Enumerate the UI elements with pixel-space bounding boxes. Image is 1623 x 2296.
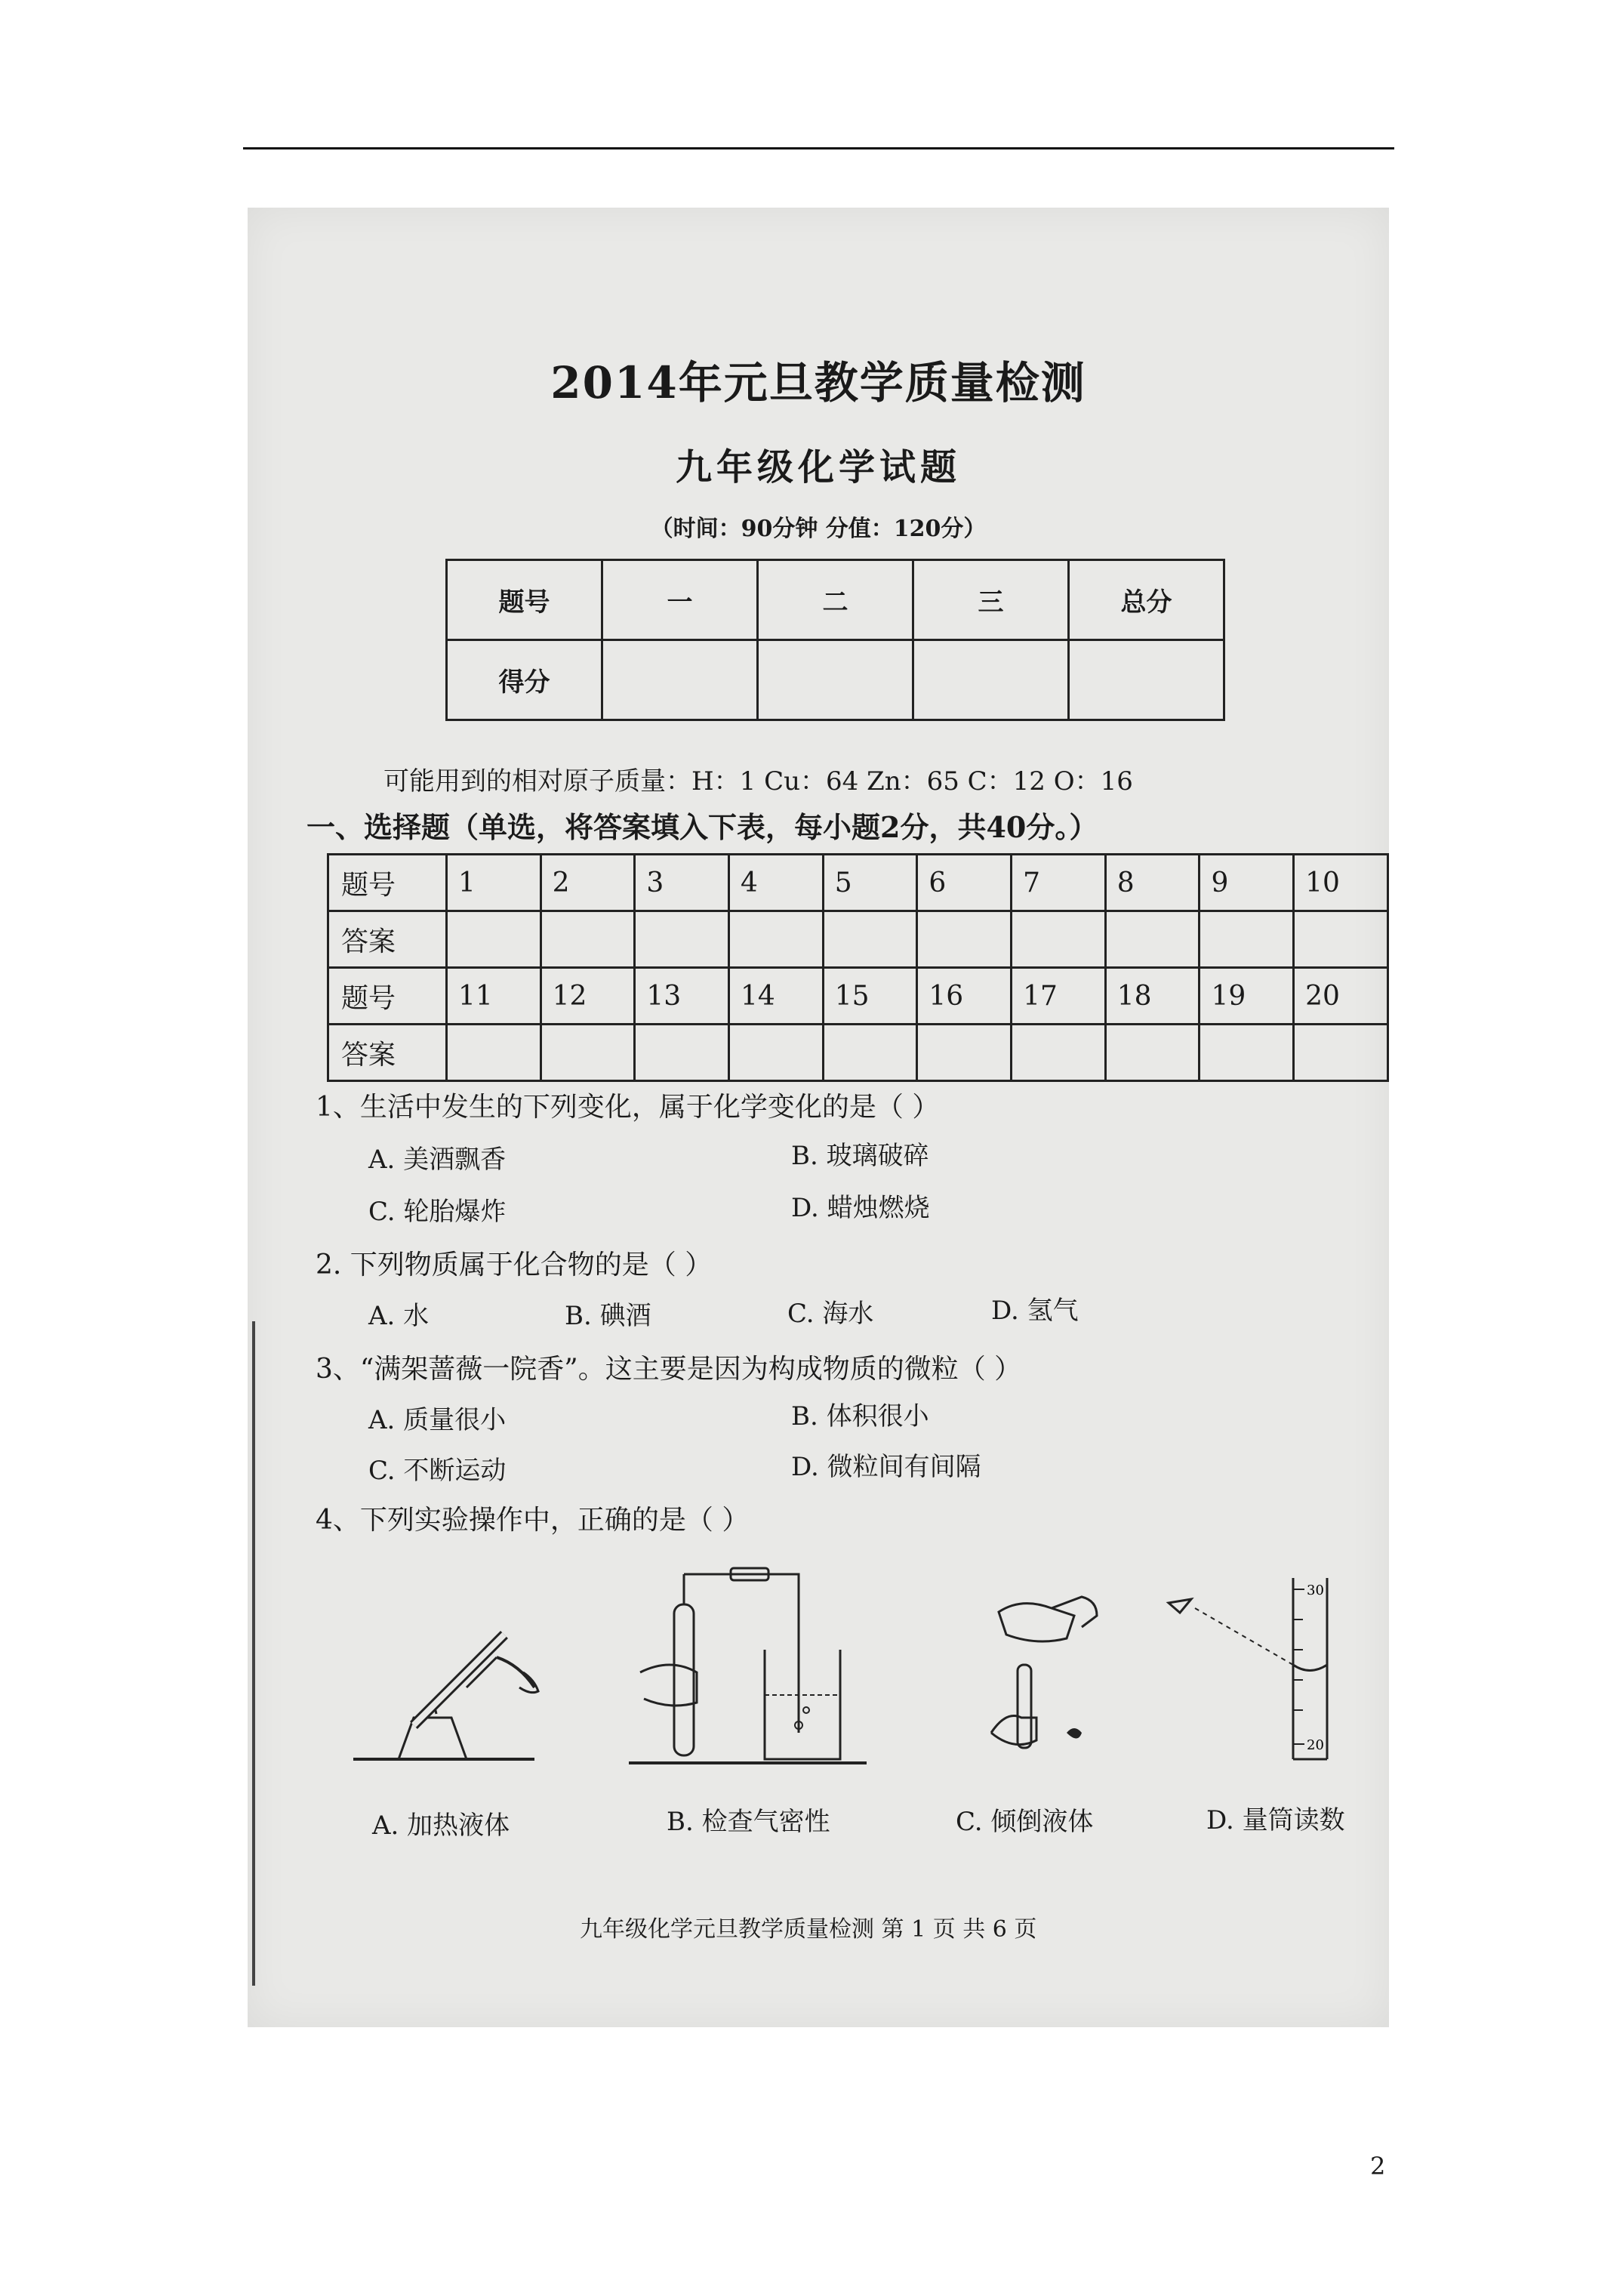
qnum-15: 15 [823,968,917,1025]
score-cell[interactable] [913,640,1069,720]
q4-option-a[interactable]: A. 加热液体 [372,1811,510,1841]
score-cell[interactable] [1069,640,1224,720]
cylinder-tick-20: 20 [1307,1737,1324,1753]
score-col-total: 总分 [1069,560,1224,640]
q2-option-d[interactable]: D. 氢气 [991,1296,1079,1326]
q1-option-c[interactable]: C. 轮胎爆炸 [368,1197,507,1227]
score-cell[interactable] [602,640,758,720]
diagram-cylinder-reading [1153,1574,1365,1771]
q3-option-c[interactable]: C. 不断运动 [368,1456,507,1486]
qnum-17: 17 [1012,968,1106,1025]
qnum-2: 2 [540,855,635,911]
answer-cell[interactable] [635,1025,729,1081]
qnum-3: 3 [635,855,729,911]
answer-cell[interactable] [1012,1025,1106,1081]
qnum-1: 1 [446,855,540,911]
q3-option-d[interactable]: D. 微粒间有间隔 [791,1452,981,1482]
answer-cell[interactable] [1105,911,1200,968]
score-col-2: 二 [758,560,913,640]
q1-option-a[interactable]: A. 美酒飘香 [368,1145,507,1175]
question-2-stem: 2. 下列物质属于化合物的是（ ） [316,1250,713,1281]
score-header-label: 题号 [447,560,602,640]
qnum-18: 18 [1105,968,1200,1025]
answer-a-label: 答案 [328,911,447,968]
answer-cell[interactable] [635,911,729,968]
q4-option-c[interactable]: C. 倾倒液体 [956,1807,1094,1837]
qnum-12: 12 [540,968,635,1025]
cylinder-tick-30: 30 [1307,1583,1324,1598]
q2-option-b[interactable]: B. 碘酒 [565,1301,651,1331]
exam-time-info: （时间：90分钟 分值：120分） [650,516,987,542]
score-cell[interactable] [758,640,913,720]
qnum-16: 16 [917,968,1012,1025]
q4-option-b[interactable]: B. 检查气密性 [667,1807,830,1837]
answer-cell[interactable] [1105,1025,1200,1081]
q1-option-b[interactable]: B. 玻璃破碎 [791,1141,929,1171]
q2-option-c[interactable]: C. 海水 [787,1299,874,1329]
answer-cell[interactable] [446,911,540,968]
answer-q-label: 题号 [328,855,447,911]
q2-option-a[interactable]: A. 水 [368,1301,430,1331]
answer-cell[interactable] [1294,911,1388,968]
answer-a-label: 答案 [328,1025,447,1081]
exam-subtitle: 九年级化学试题 [675,446,961,488]
qnum-6: 6 [917,855,1012,911]
score-col-1: 一 [602,560,758,640]
answer-q-label: 题号 [328,968,447,1025]
question-4-stem: 4、下列实验操作中，正确的是（ ） [316,1505,750,1536]
qnum-14: 14 [729,968,824,1025]
answer-cell[interactable] [540,911,635,968]
answer-cell[interactable] [1012,911,1106,968]
answer-cell[interactable] [917,911,1012,968]
atomic-masses: 可能用到的相对原子质量：H：1 Cu：64 Zn：65 C：12 O：16 [383,766,1133,797]
answer-cell[interactable] [1200,911,1294,968]
qnum-10: 10 [1294,855,1388,911]
qnum-13: 13 [635,968,729,1025]
q3-option-b[interactable]: B. 体积很小 [791,1401,929,1432]
qnum-4: 4 [729,855,824,911]
qnum-5: 5 [823,855,917,911]
answer-table [327,853,1389,1082]
answer-cell[interactable] [729,911,824,968]
diagram-heating-liquid [346,1597,557,1771]
answer-cell[interactable] [823,911,917,968]
answer-cell[interactable] [446,1025,540,1081]
diagram-air-tightness [625,1559,874,1778]
inner-page-footer: 九年级化学元旦教学质量检测 第 1 页 共 6 页 [580,1916,1037,1943]
answer-cell[interactable] [823,1025,917,1081]
q1-option-d[interactable]: D. 蜡烛燃烧 [791,1193,930,1223]
section-1-heading: 一、选择题（单选，将答案填入下表，每小题2分，共40分。） [306,810,1098,844]
answer-cell[interactable] [917,1025,1012,1081]
scan-edge-line [252,1321,255,1986]
answer-cell[interactable] [540,1025,635,1081]
score-table [445,559,1225,721]
score-col-3: 三 [913,560,1069,640]
qnum-7: 7 [1012,855,1106,911]
diagram-pouring-liquid [953,1582,1135,1778]
q4-option-d[interactable]: D. 量筒读数 [1206,1805,1345,1835]
qnum-20: 20 [1294,968,1388,1025]
qnum-9: 9 [1200,855,1294,911]
scanned-exam-page [248,208,1389,2027]
score-row-label: 得分 [447,640,602,720]
top-rule [243,147,1394,149]
question-3-stem: 3、“满架蔷薇一院香”。这主要是因为构成物质的微粒（ ） [316,1354,1022,1385]
qnum-19: 19 [1200,968,1294,1025]
page-number: 2 [1370,2152,1386,2180]
answer-cell[interactable] [1294,1025,1388,1081]
qnum-11: 11 [446,968,540,1025]
question-1-stem: 1、生活中发生的下列变化，属于化学变化的是（ ） [316,1092,940,1123]
q3-option-a[interactable]: A. 质量很小 [368,1405,507,1435]
exam-title: 2014年元旦教学质量检测 [550,357,1086,408]
answer-cell[interactable] [729,1025,824,1081]
qnum-8: 8 [1105,855,1200,911]
answer-cell[interactable] [1200,1025,1294,1081]
